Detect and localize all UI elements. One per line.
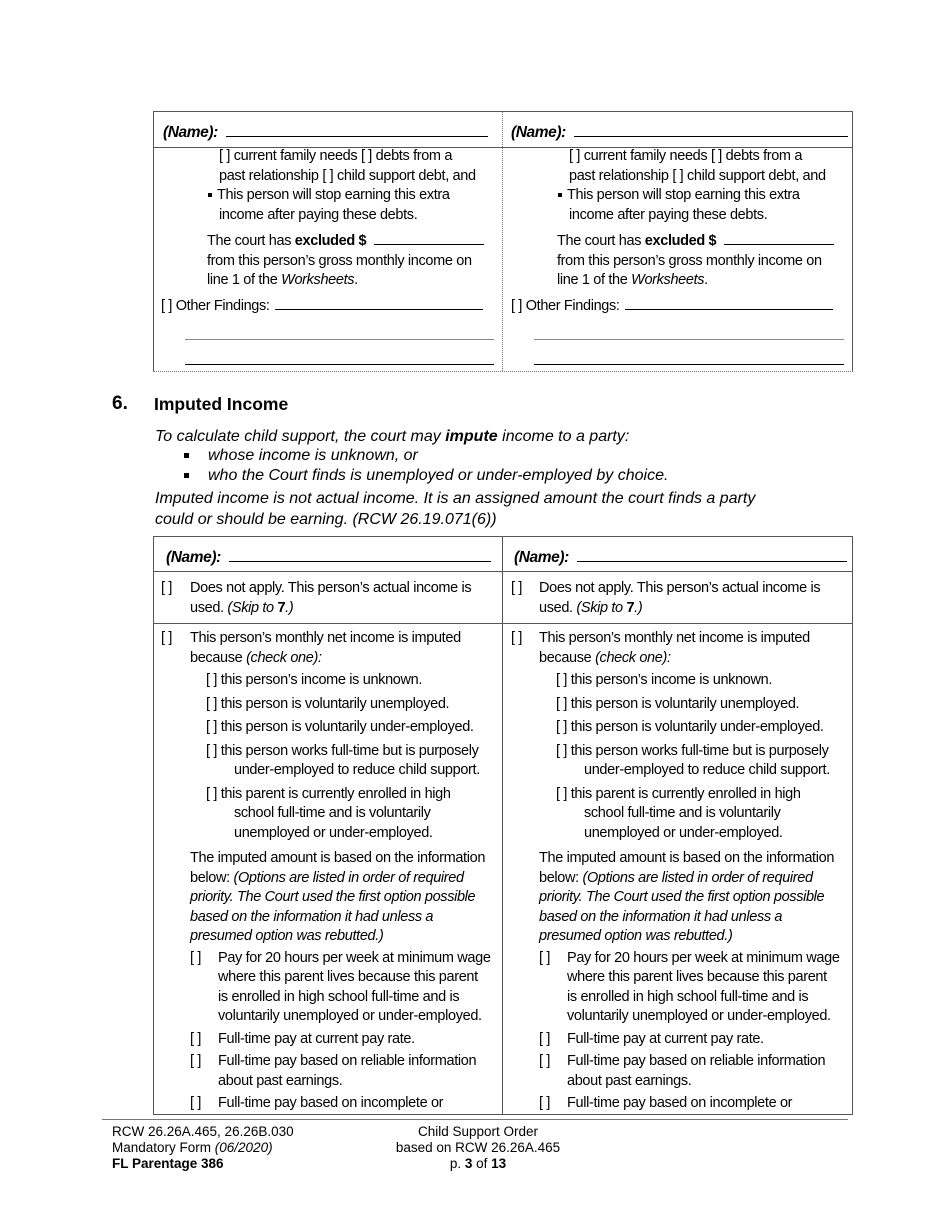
name-header-right [511, 122, 848, 142]
imputed-name-header-left [166, 547, 491, 567]
imputed-name-field-right[interactable] [577, 547, 847, 562]
based-on-text: The imputed amount is based on the information below: (Options are listed in order of required priority. The Court used the first option possible based on the information it had unless a presumed option was rebutted.) [539, 850, 835, 944]
footer-rule [102, 1119, 848, 1120]
reason-list [190, 671, 501, 843]
does-not-apply-left: [ ] Does not apply. This person’s actual income is used. (Skip to 7.) [161, 580, 472, 616]
header-divider [154, 571, 852, 572]
imputed-name-field-left[interactable] [229, 547, 491, 562]
other-findings-line2-right[interactable] [534, 339, 844, 340]
name-label: (Name): [166, 549, 221, 566]
section-number: 6. [112, 393, 128, 414]
stop-earning-bullet-left: This person will stop earning this extra income after paying these debts. [208, 186, 508, 225]
reason-item[interactable]: [ ] this parent is currently enrolled in high school full-time and is voluntarily unemployed or under-employed. [206, 785, 451, 841]
bullet-icon [208, 193, 212, 197]
based-on-text: The imputed amount is based on the information below: (Options are listed in order of required priority. The Court used the first option possible based on the information it had unless a presumed option was rebutted.) [190, 850, 486, 944]
imputed-checkbox-left[interactable]: [ ] [161, 630, 173, 646]
table-bottom-edge [153, 1114, 853, 1115]
reason-item[interactable]: [ ] this person is voluntarily unemployed. [556, 695, 800, 712]
reason-item[interactable]: [ ] this person’s income is unknown. [206, 672, 423, 688]
footer-doc-title: Child Support Order [417, 1124, 539, 1139]
intro-bullet-2: who the Court finds is unemployed or under-employed by choice. [184, 465, 668, 486]
reason-item[interactable]: [ ] this person is voluntarily under-employed. [206, 719, 474, 735]
other-findings-line2-left[interactable] [185, 339, 494, 340]
imputed-block-left: [ ] This person’s monthly net income is imputed because (check one): [ ] this person’s income is unknown. [ ] this person is voluntarily unemployed. [ ] this person is voluntarily under-employed. [ ] this person works full-time but is purposely under-employed to reduce child support. [ ] this parent is currently enrolled in high school full-time and is voluntarily unemployed or under-employed. The imputed amount is based on the information below: (Options are listed in order of required priority. The Court used the first option possible based on the information it had unless a presumed option was rebutted.) [ ] Pay for 20 hours per week at minimum wage where this parent lives because this parent is enrolled in high school full-time and is voluntarily unemployed or under-employed. [ ] Full-time pay at current pay rate. [ ] Full-time pay based on reliable information about past earnings. [ ] Full-time pay based on incomplete or [161, 629, 501, 1114]
option-list [539, 949, 851, 1114]
footer-mandatory: Mandatory Form (06/2020) [112, 1140, 273, 1155]
imputed-block-right: [ ] This person’s monthly net income is imputed because (check one): [ ] this person’s income is unknown. [ ] this person is voluntarily unemployed. [ ] this person is voluntarily under-employed. [ ] this person works full-time but is purposely under-employed to reduce child support. [ ] this parent is currently enrolled in high school full-time and is voluntarily unemployed or under-employed. The imputed amount is based on the information below: (Options are listed in order of required priority. The Court used the first option possible based on the information it had unless a presumed option was rebutted.) [ ] Pay for 20 hours per week at minimum wage where this parent lives because this parent is enrolled in high school full-time and is voluntarily unemployed or under-employed. [ ] Full-time pay at current pay rate. [ ] Full-time pay based on reliable information about past earnings. [ ] Full-time pay based on incomplete or [511, 629, 851, 1114]
name-field-left[interactable] [226, 122, 488, 137]
footer-doc-basis: based on RCW 26.26A.465 [395, 1140, 561, 1155]
excluded-debts-right [569, 147, 849, 186]
option-item[interactable]: [ ] Pay for 20 hours per week at minimum wage where this parent lives because this parent is enrolled in high school full-time and is voluntarily unemployed or under-employed. [539, 949, 840, 1024]
bullet-icon [184, 473, 189, 478]
section-title: Imputed Income [154, 394, 289, 414]
other-findings-right [511, 295, 833, 317]
option-item[interactable]: [ ] Full-time pay based on reliable information about past earnings. [539, 1053, 826, 1089]
debt-options-line2: past relationship [ ] child support debt, and [219, 167, 476, 184]
name-header-left [163, 122, 488, 142]
reason-item[interactable]: [ ] this person works full-time but is purposely under-employed to reduce child support. [206, 742, 480, 778]
reason-item[interactable]: [ ] this person works full-time but is purposely under-employed to reduce child support. [556, 742, 830, 778]
reason-item[interactable]: [ ] this person is voluntarily unemployed. [206, 695, 450, 712]
other-findings-line3-left[interactable] [185, 364, 494, 365]
reason-item[interactable]: [ ] this person’s income is unknown. [556, 672, 773, 688]
row-divider [154, 623, 852, 624]
does-not-apply-checkbox-right[interactable]: [ ] [511, 580, 523, 596]
option-item[interactable]: [ ] Full-time pay at current pay rate. [539, 1030, 764, 1047]
name-field-right[interactable] [574, 122, 848, 137]
name-label: (Name): [163, 124, 218, 141]
does-not-apply-right: [ ] Does not apply. This person’s actual income is used. (Skip to 7.) [511, 580, 821, 616]
debt-options-line1: [ ] current family needs [ ] debts from a [569, 148, 803, 164]
reason-item[interactable]: [ ] this parent is currently enrolled in high school full-time and is voluntarily unemployed or under-employed. [556, 785, 801, 841]
excluded-amount-field-right[interactable] [724, 230, 834, 245]
bullet-icon [558, 193, 562, 197]
does-not-apply-checkbox-left[interactable]: [ ] [161, 580, 173, 596]
footer-rcw: RCW 26.26A.465, 26.26B.030 [112, 1124, 294, 1139]
excluded-amount-field-left[interactable] [374, 230, 484, 245]
footer-center [378, 1124, 578, 1172]
bullet-icon [184, 453, 189, 458]
option-item[interactable]: [ ] Full-time pay based on incomplete or [190, 1095, 444, 1111]
imputed-checkbox-right[interactable]: [ ] [511, 630, 523, 646]
stop-earning-bullet-right: This person will stop earning this extra income after paying these debts. [558, 186, 858, 225]
other-findings-field-right[interactable] [625, 295, 833, 310]
option-item[interactable]: [ ] Full-time pay based on reliable information about past earnings. [190, 1053, 477, 1089]
name-label: (Name): [514, 549, 569, 566]
option-item[interactable]: [ ] Full-time pay at current pay rate. [190, 1030, 415, 1047]
intro-bullet-1: whose income is unknown, or [184, 445, 418, 466]
option-item[interactable]: [ ] Pay for 20 hours per week at minimum wage where this parent lives because this parent is enrolled in high school full-time and is voluntarily unemployed or under-employed. [190, 949, 491, 1024]
footer-page-number: p. 3 of 13 [449, 1156, 507, 1171]
name-label: (Name): [511, 124, 566, 141]
other-findings-checkbox[interactable]: [ ] Other Findings: [511, 298, 620, 314]
debt-options-line2: past relationship [ ] child support debt, and [569, 167, 826, 184]
footer-left [112, 1124, 294, 1172]
other-findings-field-left[interactable] [275, 295, 483, 310]
imputed-note: Imputed income is not actual income. It is an assigned amount the court finds a party could or should be earning. (RCW 26.19.071(6)) [155, 490, 756, 528]
imputed-name-header-right [514, 547, 847, 567]
court-excluded-right: The court has excluded $ from this person’s gross monthly income on line 1 of the Worksheets. [557, 230, 857, 291]
option-list [190, 949, 501, 1114]
section-intro: To calculate child support, the court may impute income to a party: [155, 428, 630, 445]
debt-options-line1: [ ] current family needs [ ] debts from a [219, 148, 453, 164]
other-findings-left [161, 295, 483, 317]
reason-item[interactable]: [ ] this person is voluntarily under-employed. [556, 719, 824, 735]
excluded-debts-left [219, 147, 499, 186]
footer-form-id: FL Parentage 386 [112, 1156, 224, 1171]
reason-list [539, 671, 851, 843]
other-findings-line3-right[interactable] [534, 364, 844, 365]
other-findings-checkbox[interactable]: [ ] Other Findings: [161, 298, 270, 314]
option-item[interactable]: [ ] Full-time pay based on incomplete or [539, 1095, 793, 1111]
court-excluded-left: The court has excluded $ from this person’s gross monthly income on line 1 of the Worksheets. [207, 230, 507, 291]
